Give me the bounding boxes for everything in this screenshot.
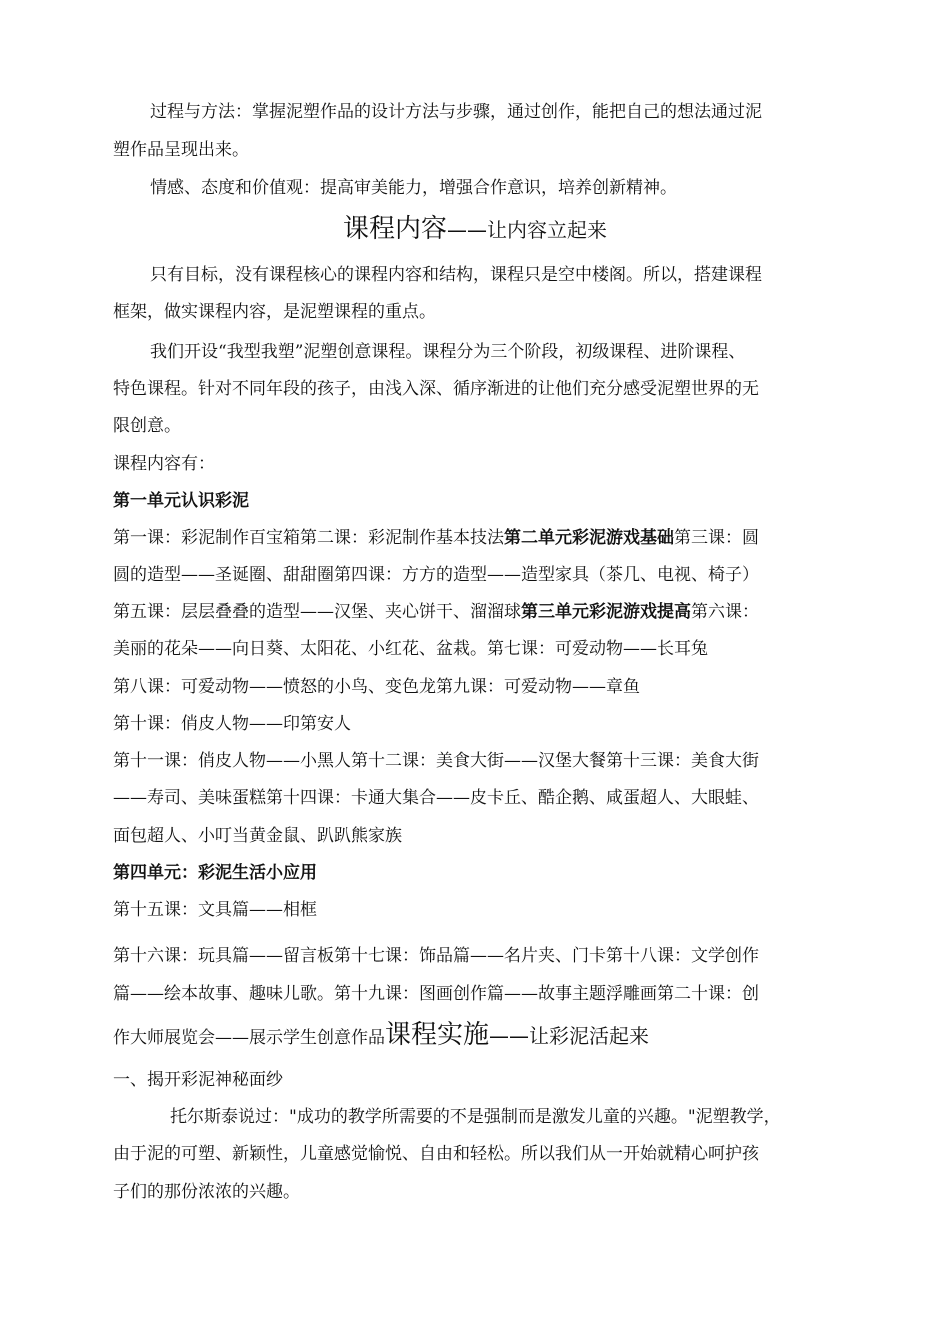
heading-implementation-main: 课程实施 bbox=[385, 1020, 490, 1050]
unit-4-title: 第四单元：彩泥生活小应用 bbox=[113, 863, 317, 883]
course-line-1-c: 第三课：圆 bbox=[674, 528, 759, 548]
course-line-3-c: 第六课： bbox=[691, 602, 759, 622]
course-line-10: 第十五课：文具篇——相框 bbox=[113, 900, 317, 920]
heading-course-content-main: 课程内容 bbox=[342, 214, 447, 244]
unit-3-title: 第三单元彩泥游戏提高 bbox=[521, 602, 691, 622]
paragraph-open-line-3: 限创意。 bbox=[113, 416, 181, 436]
course-line-1-a: 第一课：彩泥制作百宝箱第二课：彩泥制作基本技法 bbox=[113, 528, 504, 548]
course-line-9: 面包超人、小叮当黄金鼠、趴趴熊家族 bbox=[113, 826, 402, 846]
paragraph-open-line-1: 我们开设“我型我塑”泥塑创意课程。课程分为三个阶段，初级课程、进阶课程、 bbox=[150, 342, 746, 362]
paragraph-method-line-2: 塑作品呈现出来。 bbox=[113, 140, 249, 160]
course-line-11: 第十六课：玩具篇——留言板第十七课：饰品篇——名片夹、门卡第十八课：文学创作 bbox=[113, 946, 759, 966]
unit-2-title: 第二单元彩泥游戏基础 bbox=[504, 528, 674, 548]
heading-course-content bbox=[0, 214, 950, 247]
quote-line-3: 子们的那份浓浓的兴趣。 bbox=[113, 1182, 300, 1202]
course-line-13 bbox=[113, 1019, 950, 1054]
paragraph-goal-line-1: 只有目标，没有课程核心的课程内容和结构，课程只是空中楼阁。所以，搭建课程 bbox=[150, 265, 762, 285]
paragraph-emotion: 情感、态度和价值观：提高审美能力，增强合作意识，培养创新精神。 bbox=[150, 178, 677, 198]
section-1-title: 一、揭开彩泥神秘面纱 bbox=[113, 1070, 283, 1090]
course-line-1 bbox=[113, 526, 950, 550]
heading-course-content-sub: ——让内容立起来 bbox=[447, 218, 607, 242]
paragraph-open-line-2: 特色课程。针对不同年段的孩子，由浅入深、循序渐进的让他们充分感受泥塑世界的无 bbox=[113, 379, 759, 399]
course-list-intro: 课程内容有： bbox=[113, 454, 215, 474]
course-line-7: 第十一课：俏皮人物——小黑人第十二课：美食大街——汉堡大餐第十三课：美食大街 bbox=[113, 751, 759, 771]
course-line-3 bbox=[113, 600, 950, 624]
course-line-13-a: 作大师展览会——展示学生创意作品 bbox=[113, 1028, 385, 1048]
course-line-3-a: 第五课：层层叠叠的造型——汉堡、夹心饼干、溜溜球 bbox=[113, 602, 521, 622]
unit-1-title: 第一单元认识彩泥 bbox=[113, 491, 249, 511]
paragraph-goal-line-2: 框架，做实课程内容，是泥塑课程的重点。 bbox=[113, 302, 436, 322]
course-line-8: ——寿司、美味蛋糕第十四课：卡通大集合——皮卡丘、酷企鹅、咸蛋超人、大眼蛙、 bbox=[113, 788, 759, 808]
course-line-12: 篇——绘本故事、趣味儿歌。第十九课：图画创作篇——故事主题浮雕画第二十课：创 bbox=[113, 984, 759, 1004]
quote-line-1: 托尔斯泰说过："成功的教学所需要的不是强制而是激发儿童的兴趣。"泥塑教学， bbox=[170, 1107, 781, 1127]
quote-line-2: 由于泥的可塑、新颖性，儿童感觉愉悦、自由和轻松。所以我们从一开始就精心呵护孩 bbox=[113, 1144, 759, 1164]
heading-implementation-sub: ——让彩泥活起来 bbox=[489, 1024, 650, 1048]
course-line-2: 圆的造型——圣诞圈、甜甜圈第四课：方方的造型——造型家具（茶几、电视、椅子） bbox=[113, 565, 759, 585]
paragraph-method-line-1: 过程与方法：掌握泥塑作品的设计方法与步骤，通过创作，能把自己的想法通过泥 bbox=[150, 102, 762, 122]
course-line-6: 第十课：俏皮人物——印第安人 bbox=[113, 714, 351, 734]
course-line-5: 第八课：可爱动物——愤怒的小鸟、变色龙第九课：可爱动物——章鱼 bbox=[113, 677, 640, 697]
course-line-4: 美丽的花朵——向日葵、太阳花、小红花、盆栽。第七课：可爱动物——长耳兔 bbox=[113, 639, 708, 659]
